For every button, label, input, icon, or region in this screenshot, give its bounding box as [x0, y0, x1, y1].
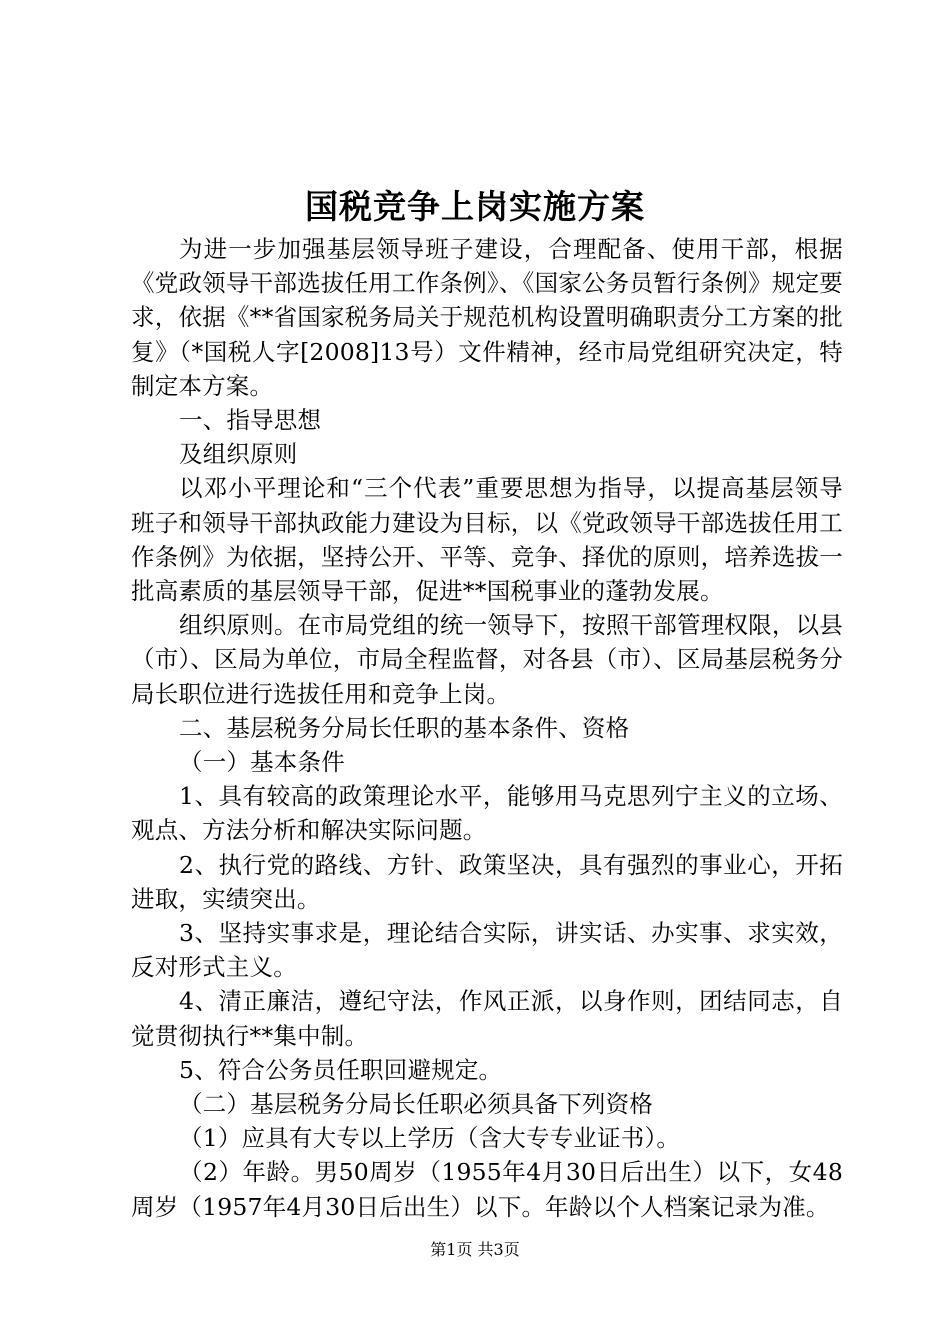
subsection-heading-qualifications: （二）基层税务分局长任职必须具备下列资格 — [179, 1090, 653, 1119]
section-heading-2: 二、基层税务分局长任职的基本条件、资格 — [179, 713, 630, 742]
condition-item-5: 5、符合公务员任职回避规定。 — [179, 1055, 503, 1084]
condition-item-4: 4、清正廉洁，遵纪守法，作风正派，以身作则，团结同志，自觉贯彻执行**集中制。 — [131, 987, 843, 1050]
qualification-item-1: （1）应具有大专以上学历（含大专专业证书）。 — [179, 1124, 681, 1153]
subsection-heading-basic-conditions: （一）基本条件 — [179, 748, 345, 777]
section-heading-1-cont: 及组织原则 — [179, 440, 298, 469]
document-title: 国税竞争上岗实施方案 — [305, 187, 645, 226]
paragraph-organization-principle: 组织原则。在市局党组的统一领导下，按照干部管理权限，以县（市）、区局为单位，市局全程监督，对各县（市）、区局基层税务分局长职位进行选拔任用和竞争上岗。 — [131, 611, 843, 708]
document-body — [131, 232, 843, 1224]
condition-item-2: 2、执行党的路线、方针、政策坚决，具有强烈的事业心，开拓进取，实绩突出。 — [131, 850, 843, 913]
section-heading-1: 一、指导思想 — [179, 406, 322, 435]
paragraph-guiding-thought: 以邓小平理论和“三个代表”重要思想为指导，以提高基层领导班子和领导干部执政能力建设为目标，以《党政领导干部选拔任用工作条例》为依据，坚持公开、平等、竞争、择优的原则，培养选拔一批高素质的基层领导干部，促进**国税事业的蓬勃发展。 — [131, 474, 843, 606]
condition-item-1: 1、具有较高的政策理论水平，能够用马克思列宁主义的立场、观点、方法分析和解决实际问题。 — [131, 782, 843, 845]
qualification-item-2: （2）年龄。男50周岁（1955年4月30日后出生）以下，女48周岁（1957年4月30日后出生）以下。年龄以个人档案记录为准。 — [131, 1158, 843, 1221]
page-footer: 第1页 共3页 — [430, 1240, 520, 1259]
condition-item-3: 3、坚持实事求是，理论结合实际，讲实话、办实事、求实效，反对形式主义。 — [131, 919, 843, 982]
paragraph-intro: 为进一步加强基层领导班子建设，合理配备、使用干部，根据《党政领导干部选拔任用工作条例》、《国家公务员暂行条例》规定要求，依据《**省国家税务局关于规范机构设置明确职责分工方案的批复》（*国税人字[2008]13号）文件精神，经市局党组研究决定，特制定本方案。 — [131, 235, 843, 400]
